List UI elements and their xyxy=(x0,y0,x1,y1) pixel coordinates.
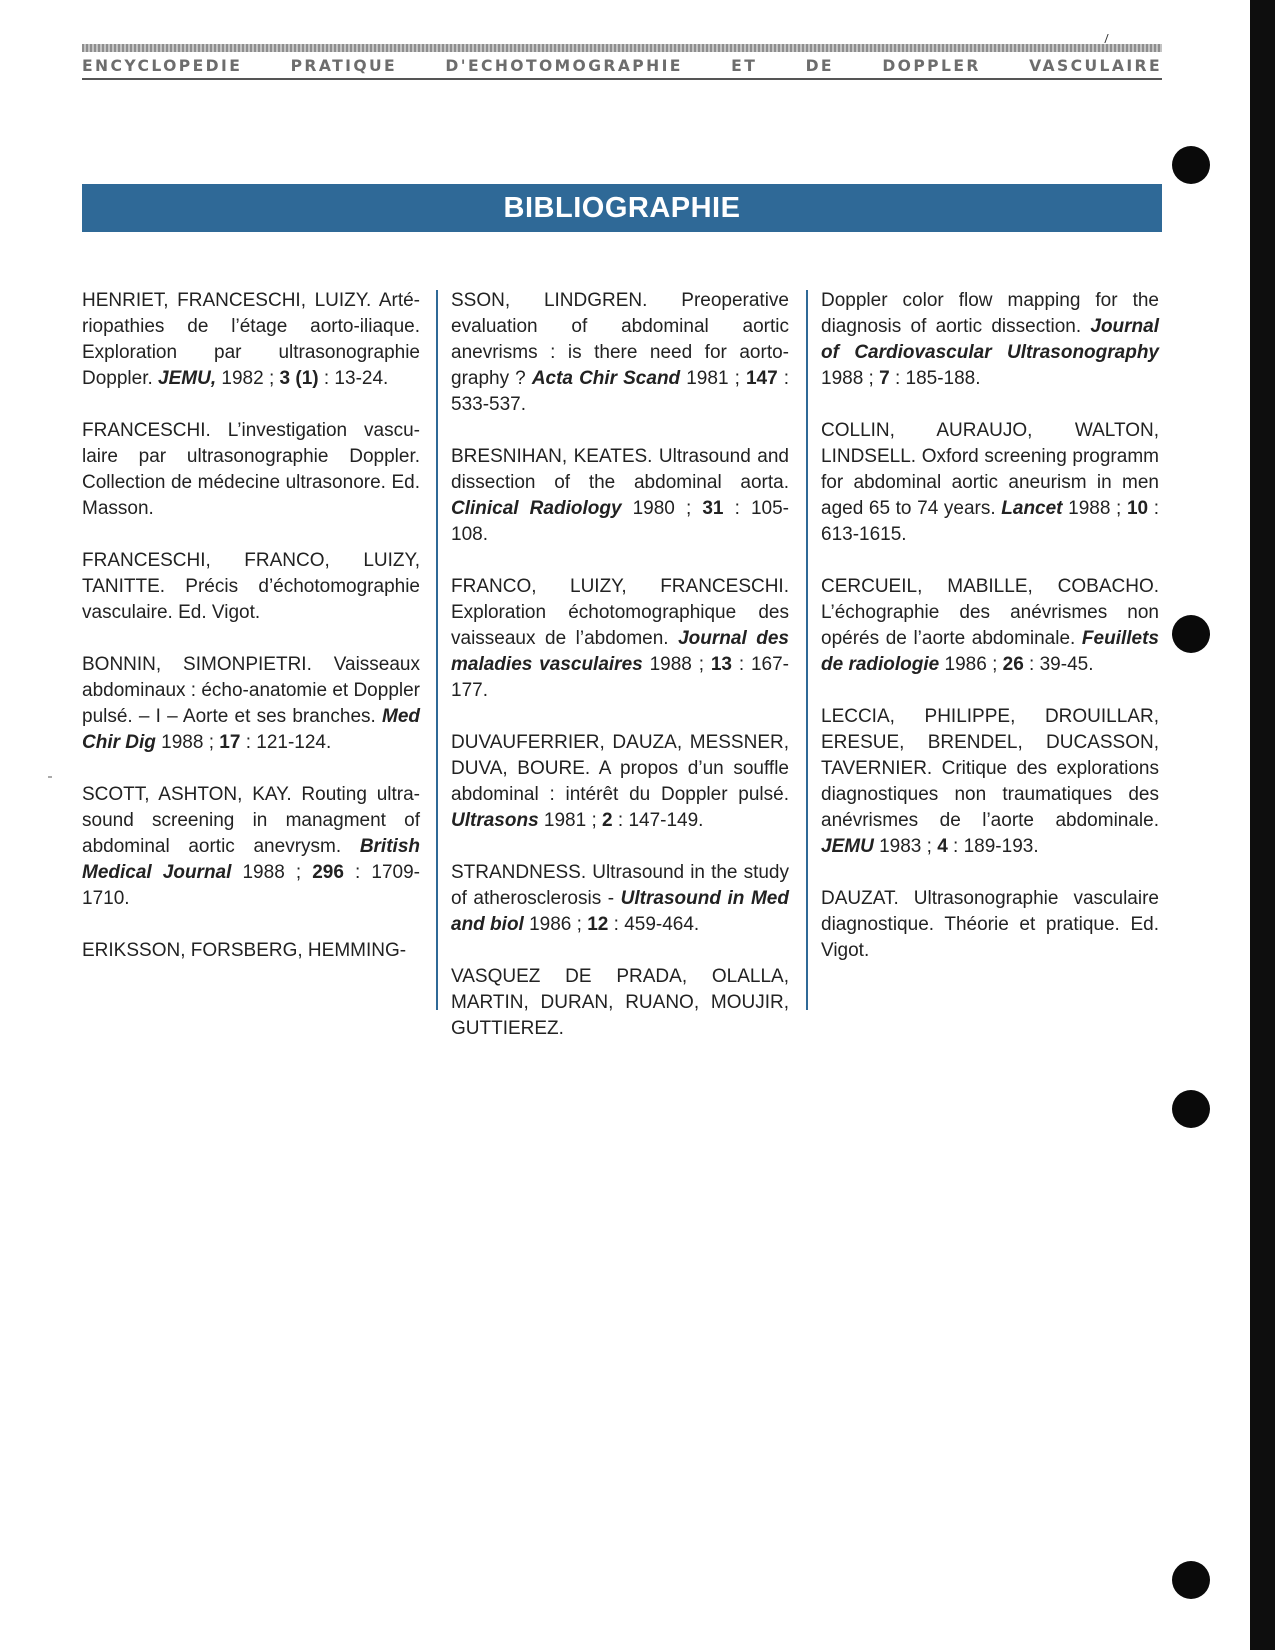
reference-entry xyxy=(821,418,1159,548)
ref-text: FRANCO, LUIZY, FRANCESCHI. Exploration échotomographique des vaisseaux de l’abdomen. xyxy=(451,576,789,649)
ref-volume: 3 (1) xyxy=(279,368,319,389)
ref-year: 1982 ; xyxy=(216,368,280,389)
reference-entry xyxy=(82,418,420,522)
reference-entry xyxy=(451,288,789,418)
ref-text: FRANCESCHI, FRANCO, LUIZY, TANITTE. Précis d’échotomographie vasculaire. Ed. Vigot. xyxy=(82,550,420,623)
ref-volume: 296 xyxy=(312,862,344,883)
ref-year: 1988 ; xyxy=(642,654,711,675)
ref-year: 1986 ; xyxy=(523,914,588,935)
ref-pages: : 459-464. xyxy=(608,914,700,935)
reference-entry xyxy=(451,574,789,704)
punch-hole xyxy=(1172,1561,1210,1599)
ref-pages: : 167-177. xyxy=(451,654,789,701)
ref-text: HENRIET, FRANCESCHI, LUIZY. Artériopathies de l’étage aorto-iliaque. Exploration par ultrasonographie Doppler. xyxy=(82,290,420,389)
journal-title: Acta Chir Scand xyxy=(531,368,681,389)
reference-entry xyxy=(451,964,789,1042)
ref-year: 1988 ; xyxy=(821,368,880,389)
column-divider xyxy=(806,290,808,1010)
journal-title: Ultrasons xyxy=(451,810,539,831)
ref-volume: 2 xyxy=(602,810,613,831)
ref-volume: 147 xyxy=(745,368,778,389)
ref-text: Doppler color flow mapping for the diagnosis of aortic dissection. xyxy=(821,290,1159,337)
ref-volume: 26 xyxy=(1002,654,1024,675)
ref-text: CERCUEIL, MABILLE, COBACHO. L’échographie des anévrismes non opérés de l’aorte abdominale. xyxy=(821,576,1159,649)
journal-title: Med Chir Dig xyxy=(82,706,420,753)
ref-text: VASQUEZ DE PRADA, OLALLA, MARTIN, DURAN, RUANO, MOUJIR, GUTTIEREZ. xyxy=(451,966,789,1039)
column-divider xyxy=(436,290,438,1010)
ref-volume: 17 xyxy=(219,732,241,753)
ref-text: BONNIN, SIMONPIETRI. Vaisseaux abdominaux : écho-anatomie et Doppler pulsé. – I – Aorte et ses branches. xyxy=(82,654,420,727)
reference-entry xyxy=(82,938,420,964)
journal-title: Journal of Cardiovascular Ultrasonography xyxy=(821,316,1159,363)
ref-year: 1988 ; xyxy=(155,732,220,753)
ref-pages: : 105-108. xyxy=(451,498,789,545)
ref-volume: 13 xyxy=(710,654,732,675)
ref-pages: : 189-193. xyxy=(947,836,1039,857)
punch-hole xyxy=(1172,615,1210,653)
reference-entry xyxy=(821,704,1159,860)
page-edge-shadow xyxy=(1250,0,1275,1650)
ref-text: DAUZAT. Ultrasonographie vasculaire diagnostique. Théorie et pratique. Ed. Vigot. xyxy=(821,888,1159,961)
punch-hole xyxy=(1172,1090,1210,1128)
ref-volume: 7 xyxy=(879,368,890,389)
ref-year: 1988 ; xyxy=(1062,498,1127,519)
pen-mark xyxy=(1104,34,1114,43)
journal-title: JEMU xyxy=(821,836,874,857)
ref-pages: : 13-24. xyxy=(318,368,389,389)
ref-text: STRANDNESS. Ultrasound in the study of atherosclerosis - xyxy=(451,862,789,909)
ref-text: ERIKSSON, FORSBERG, HEMMING- xyxy=(82,940,407,961)
ref-text: DUVAUFERRIER, DAUZA, MESSNER, DUVA, BOURE. A propos d’un souffle abdominal : intérêt du Doppler pulsé. xyxy=(451,732,789,805)
reference-entry xyxy=(82,652,420,756)
header-rule xyxy=(82,78,1162,80)
ref-volume: 10 xyxy=(1126,498,1149,519)
reference-entry xyxy=(821,574,1159,678)
ref-pages: : 613-1615. xyxy=(821,498,1160,545)
punch-hole xyxy=(1172,146,1210,184)
ref-volume: 12 xyxy=(587,914,609,935)
reference-entry xyxy=(451,730,789,834)
journal-title: Journal des maladies vasculaires xyxy=(451,628,789,675)
ref-volume: 4 xyxy=(937,836,948,857)
ref-text: COLLIN, AURAUJO, WALTON, LINDSELL. Oxford screening programm for abdominal aortic aneurism in men aged 65 to 74 years. xyxy=(821,420,1159,519)
journal-title: Ultrasound in Med and biol xyxy=(451,888,789,935)
reference-entry xyxy=(82,548,420,626)
running-header: ENCYCLOPEDIE PRATIQUE D'ECHOTOMOGRAPHIE ET DE DOPPLER VASCULAIRE xyxy=(82,57,1162,75)
ref-volume: 31 xyxy=(702,498,724,519)
scan-speck xyxy=(48,776,52,778)
journal-title: Clinical Radiology xyxy=(451,498,622,519)
journal-title: Feuillets de radiologie xyxy=(821,628,1159,675)
column-3 xyxy=(821,288,1159,964)
reference-entry xyxy=(821,288,1159,392)
reference-entry xyxy=(82,288,420,392)
ref-year: 1981 ; xyxy=(538,810,603,831)
reference-entry xyxy=(451,444,789,548)
section-title: BIBLIOGRAPHIE xyxy=(82,184,1162,232)
column-1 xyxy=(82,288,420,964)
journal-title: Lancet xyxy=(1001,498,1063,519)
ref-text: SSON, LINDGREN. Preoperative evaluation of abdominal aortic anevrisms : is there need for aortography ? xyxy=(451,290,789,389)
ref-text: BRESNIHAN, KEATES. Ultrasound and dissection of the abdominal aorta. xyxy=(451,446,789,493)
ref-pages: : 1709-1710. xyxy=(82,862,420,909)
ref-pages: : 39-45. xyxy=(1023,654,1094,675)
ref-year: 1981 ; xyxy=(680,368,746,389)
ref-text: SCOTT, ASHTON, KAY. Routing ultrasound screening in managment of abdominal aortic anevrysm. xyxy=(82,784,420,857)
ref-text: FRANCESCHI. L’investigation vasculaire par ultrasonographie Doppler. Collection de médecine ultrasonore. Ed. Masson. xyxy=(82,420,420,519)
ref-pages: : 121-124. xyxy=(240,732,332,753)
ref-pages: : 185-188. xyxy=(889,368,981,389)
ref-year: 1980 ; xyxy=(621,498,703,519)
ref-year: 1988 ; xyxy=(231,862,313,883)
ref-year: 1986 ; xyxy=(939,654,1003,675)
ref-text: LECCIA, PHILIPPE, DROUILLAR, ERESUE, BRENDEL, DUCASSON, TAVERNIER. Critique des explorations diagnostiques non traumatiques des anévrismes de l’aorte abdominale. xyxy=(821,706,1159,831)
ref-pages: : 147-149. xyxy=(612,810,704,831)
reference-entry xyxy=(82,782,420,912)
ref-year: 1983 ; xyxy=(873,836,938,857)
header-stripe xyxy=(82,44,1162,52)
reference-entry xyxy=(821,886,1159,964)
journal-title: JEMU, xyxy=(158,368,217,389)
reference-entry xyxy=(451,860,789,938)
journal-title: British Medical Journal xyxy=(82,836,420,883)
column-2 xyxy=(451,288,789,1042)
ref-pages: : 533-537. xyxy=(451,368,789,415)
